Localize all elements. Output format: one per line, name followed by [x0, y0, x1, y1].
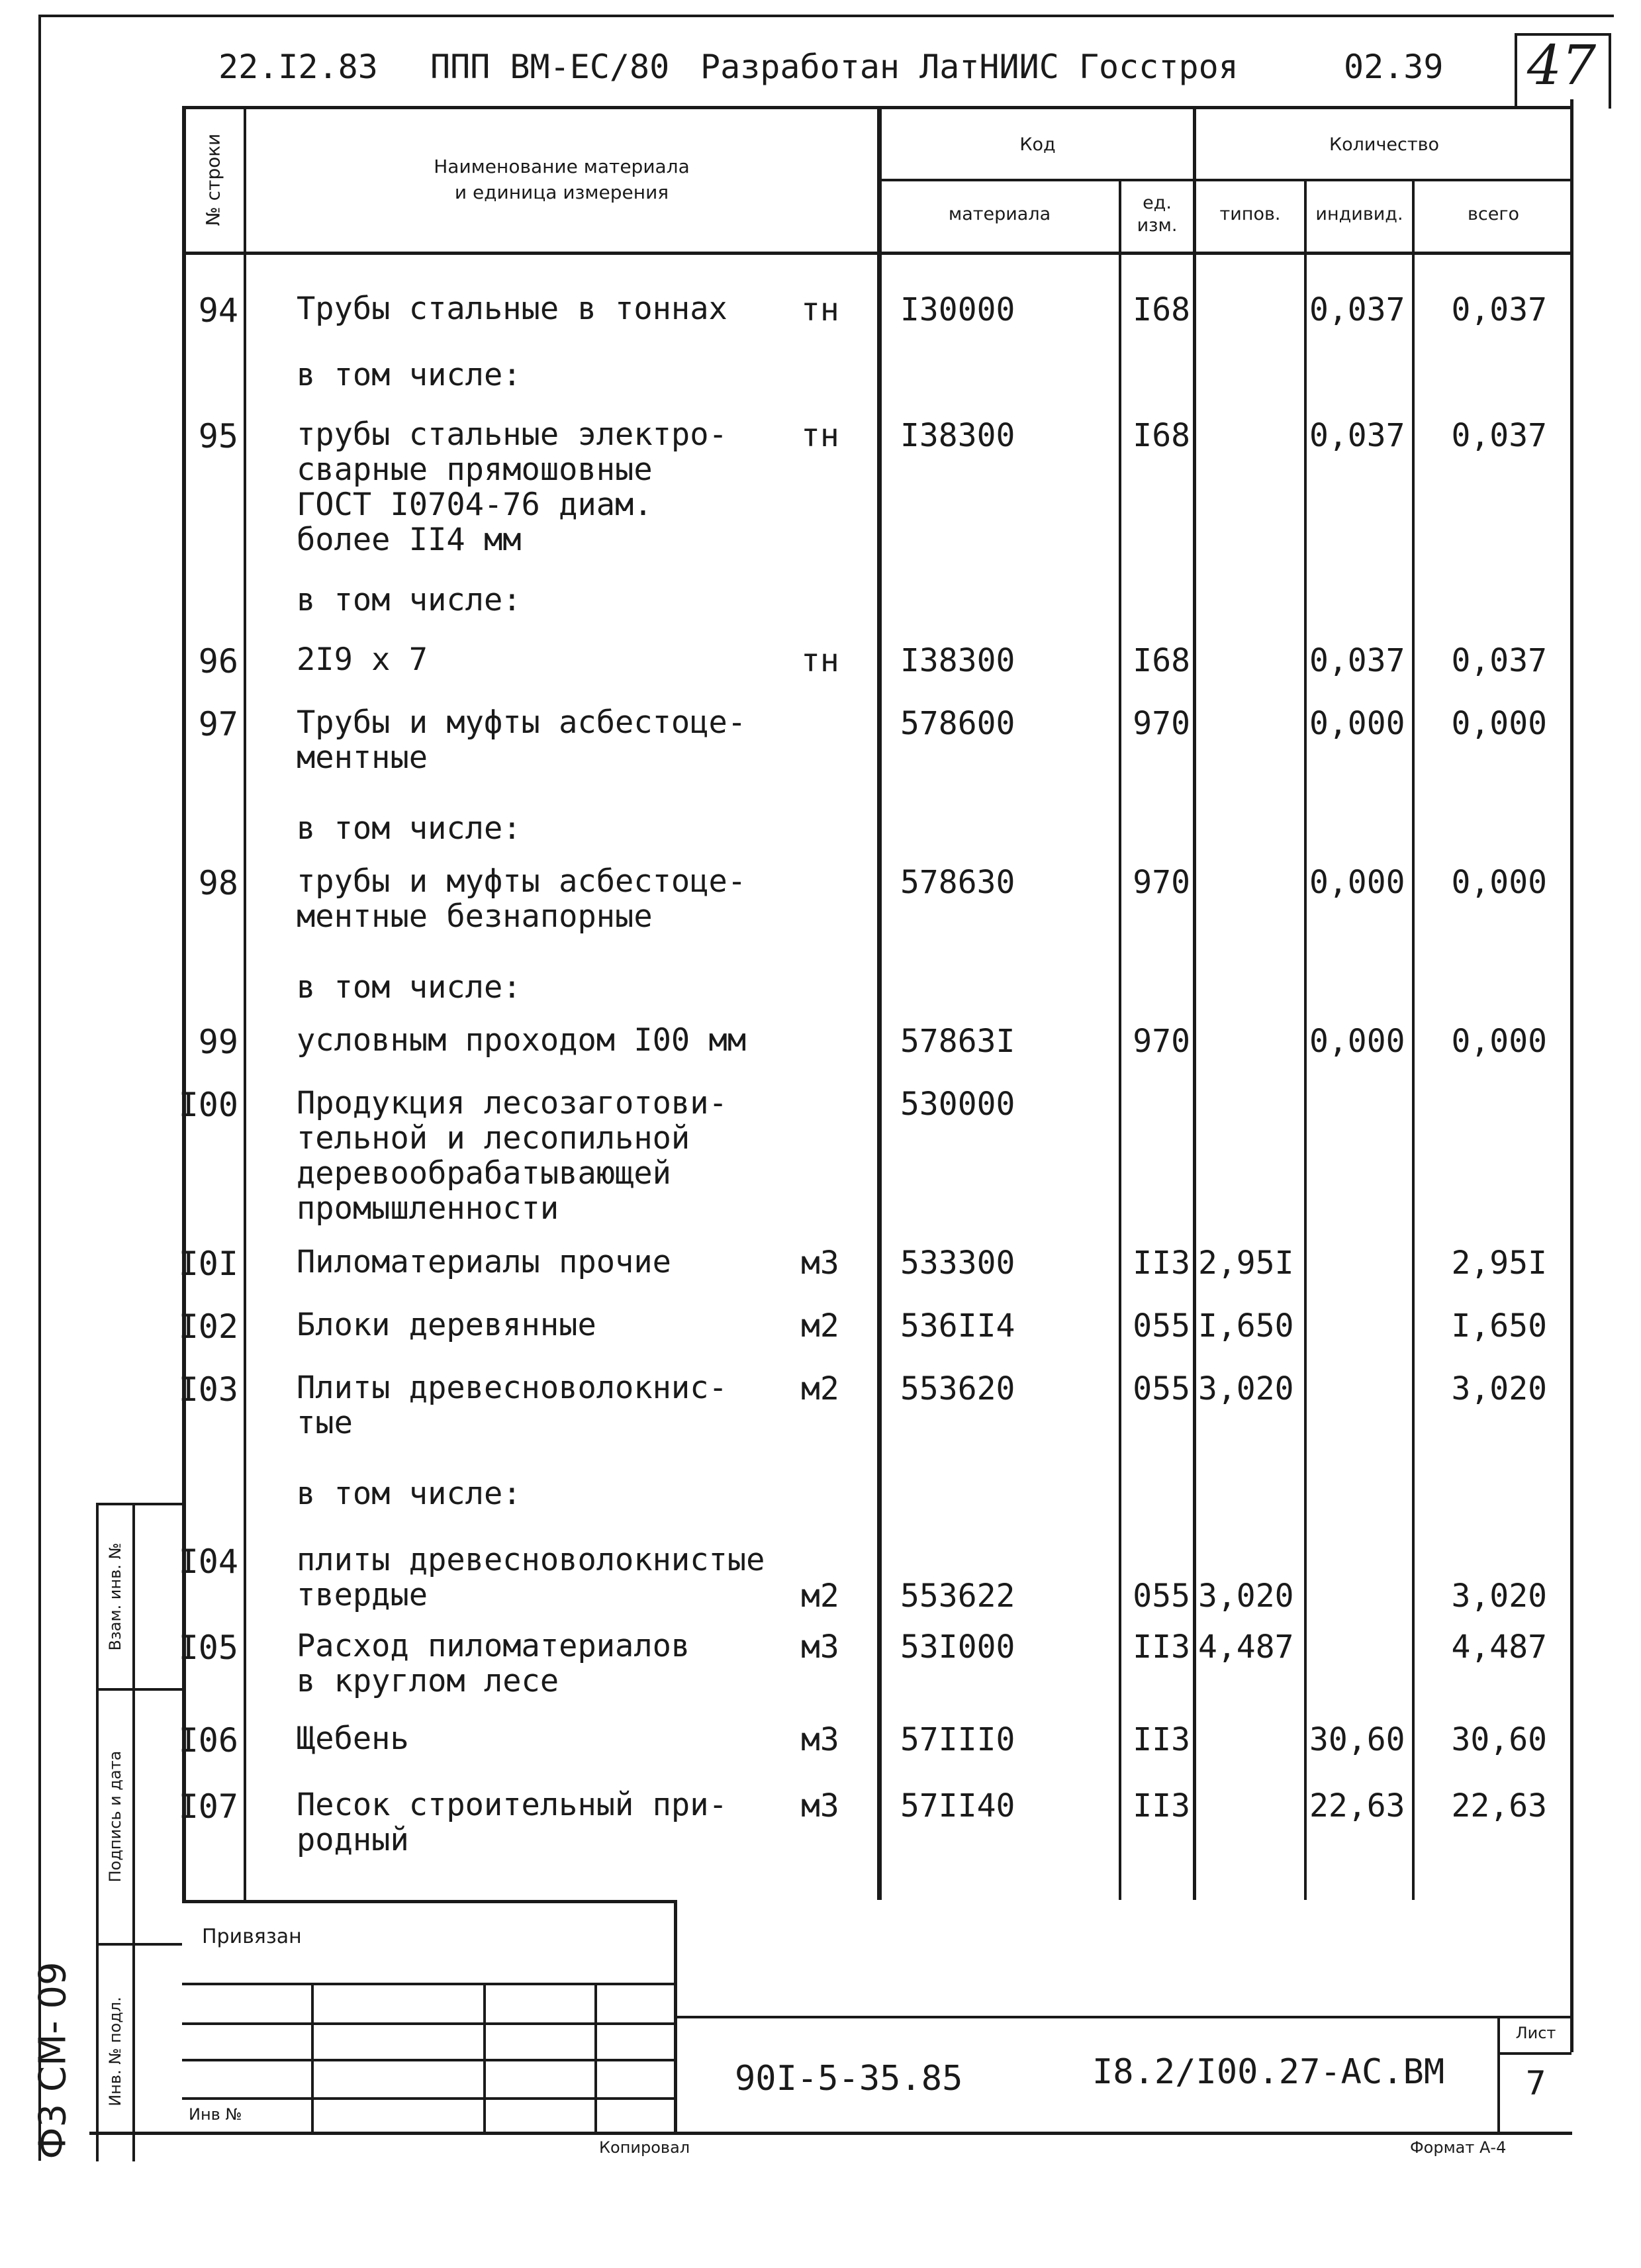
row-qty-individual: 0,037 [1309, 291, 1405, 328]
row-qty-individual: 0,037 [1309, 417, 1405, 454]
row-name-line: плиты древесноволокнистые [297, 1542, 765, 1578]
row-qty-individual: 30,60 [1309, 1721, 1405, 1758]
row-qty-typical: 3,020 [1198, 1578, 1294, 1615]
frame-bottom [89, 2132, 1572, 2135]
head-code-unit-line1: ед. [1143, 193, 1172, 213]
frame-top [38, 15, 1614, 17]
row-name-line: трубы стальные электро- [297, 416, 727, 453]
row-qty-total: 0,037 [1451, 291, 1547, 328]
row-name-line: более II4 мм [297, 522, 522, 558]
frame-right [1570, 99, 1573, 2052]
row-qty-total: 0,000 [1451, 864, 1547, 901]
head-code: Код [1019, 134, 1056, 155]
row-number: I05 [178, 1629, 238, 1667]
row-qty-typical: I,650 [1198, 1307, 1294, 1345]
row-number: I06 [178, 1721, 238, 1760]
row-name-line: тельной и лесопильной [297, 1120, 690, 1157]
row-unit-code: 055 [1133, 1307, 1190, 1345]
side-code: Ф3 СМ- 09 [31, 1961, 75, 2159]
row-unit-code: 970 [1133, 1023, 1190, 1060]
head-rowno: № строки [202, 133, 224, 226]
header-code: 02.39 [1344, 48, 1444, 86]
head-qty-individual: индивид. [1315, 204, 1403, 224]
row-name-line: Плиты древесноволокнис- [297, 1370, 727, 1406]
row-number: I07 [178, 1787, 238, 1826]
subheading-v-tom-chisle: в том числе: [297, 969, 522, 1006]
row-material-code: 533300 [900, 1245, 1015, 1282]
sheet-number: 47 [1526, 34, 1597, 97]
side-box-left [96, 1503, 99, 2161]
col-unit-line [1193, 106, 1196, 1900]
row-qty-typical: 4,487 [1198, 1629, 1294, 1666]
row-qty-typical: 3,020 [1198, 1370, 1294, 1407]
row-name-line: ментные [297, 739, 428, 776]
row-material-code: 53I000 [900, 1629, 1015, 1666]
row-unit-code: 970 [1133, 705, 1190, 742]
row-material-code: 578600 [900, 705, 1015, 742]
row-material-code: 553622 [900, 1578, 1015, 1615]
row-material-code: 553620 [900, 1370, 1015, 1407]
stamp-col-line2 [483, 1983, 486, 2132]
row-unit: м3 [801, 1629, 839, 1666]
row-number: 98 [198, 864, 238, 902]
row-qty-total: 2,95I [1451, 1245, 1547, 1282]
row-name-line: 2I9 x 7 [297, 641, 428, 678]
header-date: 22.I2.83 [218, 48, 378, 86]
stamp-inv-no: Инв № [189, 2105, 242, 2124]
header-developer: Разработан ЛатНИИС Госстроя [700, 48, 1239, 86]
row-name-line: условным проходом I00 мм [297, 1022, 747, 1059]
row-name-line: сварные прямошовные [297, 451, 653, 488]
row-unit: м2 [801, 1370, 839, 1407]
row-material-code: 57III0 [900, 1721, 1015, 1758]
row-unit-code: I68 [1133, 291, 1190, 328]
side-vzam: Взам. инв. № [106, 1542, 124, 1651]
head-name-line1: Наименование материала [434, 156, 690, 177]
row-qty-total: 3,020 [1451, 1578, 1547, 1615]
subheading-v-tom-chisle: в том числе: [297, 810, 522, 847]
head-qty: Количество [1329, 134, 1440, 155]
col-rowno-line [244, 106, 246, 1900]
head-qty-total: всего [1467, 204, 1520, 224]
side-box-div2 [96, 1943, 182, 1946]
row-qty-individual: 0,000 [1309, 705, 1405, 742]
row-unit: м2 [801, 1307, 839, 1345]
stamp-format: Формат А-4 [1410, 2138, 1507, 2157]
row-name-line: ГОСТ I0704-76 диам. [297, 487, 653, 523]
col-name-line [877, 106, 882, 1900]
head-code-unit [1121, 192, 1193, 237]
row-number: I04 [178, 1542, 238, 1581]
row-qty-individual: 0,000 [1309, 864, 1405, 901]
row-unit-code: 970 [1133, 864, 1190, 901]
row-name-line: промышленности [297, 1190, 559, 1227]
row-unit-code: 055 [1133, 1370, 1190, 1407]
row-unit: тн [801, 642, 839, 679]
row-qty-individual: 0,000 [1309, 1023, 1405, 1060]
stamp-doc-code: I8.2/I00.27-АС.ВМ [1092, 2052, 1445, 2092]
title-block-top [674, 2016, 1572, 2018]
frame-left [38, 15, 41, 2161]
row-unit-code: I68 [1133, 417, 1190, 454]
head-bottom-line [182, 252, 1572, 255]
row-number: 95 [198, 417, 238, 455]
row-name-line: Трубы стальные в тоннах [297, 291, 727, 327]
col-typ-line [1304, 179, 1307, 1900]
row-qty-total: 30,60 [1451, 1721, 1547, 1758]
header-project: ППП ВМ-ЕС/80 [430, 48, 670, 86]
row-name-line: Расход пиломатериалов [297, 1628, 690, 1664]
row-unit-code: 055 [1133, 1578, 1190, 1615]
row-number: I02 [178, 1307, 238, 1346]
row-unit-code: II3 [1133, 1721, 1190, 1758]
row-number: I00 [178, 1086, 238, 1124]
stamp-col-line3 [594, 1983, 597, 2132]
row-qty-typical: 2,95I [1198, 1245, 1294, 1282]
stamp-row-line1 [182, 1983, 675, 1985]
subheading-v-tom-chisle: в том числе: [297, 582, 522, 618]
list-box-mid [1497, 2052, 1571, 2055]
head-code-unit-line2: изм. [1137, 214, 1178, 236]
side-box-div1 [96, 1688, 182, 1691]
row-name-line: тые [297, 1405, 353, 1441]
row-qty-total: 4,487 [1451, 1629, 1547, 1666]
stamp-col-line1 [311, 1983, 314, 2132]
row-material-code: 530000 [900, 1086, 1015, 1123]
row-material-code: I30000 [900, 291, 1015, 328]
row-unit: тн [801, 291, 839, 328]
row-qty-total: 0,000 [1451, 705, 1547, 742]
row-name-line: родный [297, 1822, 409, 1858]
row-unit: м3 [801, 1721, 839, 1758]
stamp-row-line3 [182, 2059, 675, 2061]
stamp-row-line4 [182, 2097, 675, 2100]
row-name-line: Пиломатериалы прочие [297, 1244, 671, 1280]
row-name-line: Блоки деревянные [297, 1307, 596, 1343]
row-qty-total: 0,000 [1451, 1023, 1547, 1060]
stamp-top-line [182, 1900, 675, 1903]
stamp-row-line2 [182, 2022, 675, 2025]
subheading-v-tom-chisle: в том числе: [297, 357, 522, 393]
row-name-line: Продукция лесозаготови- [297, 1085, 727, 1121]
row-name-line: Песок строительный при- [297, 1787, 727, 1823]
row-qty-total: I,650 [1451, 1307, 1547, 1345]
row-unit-code: II3 [1133, 1629, 1190, 1666]
head-code-material: материала [948, 204, 1051, 224]
row-name-line: трубы и муфты асбестоце- [297, 863, 747, 900]
row-qty-individual: 22,63 [1309, 1787, 1405, 1824]
stamp-kopiroval: Копировал [599, 2138, 690, 2157]
row-material-code: 57II40 [900, 1787, 1015, 1824]
row-material-code: 57863I [900, 1023, 1015, 1060]
side-box-inner [132, 1503, 135, 2161]
row-number: I0I [178, 1245, 238, 1283]
side-inv-podl: Инв. № подл. [106, 1997, 124, 2106]
stamp-list-number: 7 [1525, 2064, 1546, 2103]
side-box-top [96, 1503, 182, 1505]
row-unit-code: I68 [1133, 642, 1190, 679]
row-qty-total: 3,020 [1451, 1370, 1547, 1407]
row-name-line: деревообрабатывающей [297, 1155, 671, 1192]
row-material-code: 536II4 [900, 1307, 1015, 1345]
row-material-code: I38300 [900, 642, 1015, 679]
row-qty-total: 0,037 [1451, 417, 1547, 454]
row-name-line: твердые [297, 1577, 428, 1613]
row-unit-code: II3 [1133, 1787, 1190, 1824]
row-unit: м3 [801, 1245, 839, 1282]
head-name [246, 154, 877, 205]
row-name-line: в круглом лесе [297, 1663, 559, 1699]
stamp-list-label: Лист [1515, 2024, 1556, 2042]
row-name-line: Трубы и муфты асбестоце- [297, 704, 747, 741]
row-number: 99 [198, 1023, 238, 1061]
subheading-v-tom-chisle: в том числе: [297, 1476, 522, 1512]
row-qty-total: 0,037 [1451, 642, 1547, 679]
row-unit: м3 [801, 1787, 839, 1824]
row-number: 96 [198, 642, 238, 681]
row-number: I03 [178, 1370, 238, 1409]
head-qty-typical: типов. [1219, 204, 1281, 224]
row-qty-total: 22,63 [1451, 1787, 1547, 1824]
row-number: 97 [198, 705, 238, 743]
head-name-line2: и единица измерения [454, 181, 669, 204]
side-podpis: Подпись и дата [106, 1750, 124, 1883]
row-unit: м2 [801, 1578, 839, 1615]
row-name-line: ментные безнапорные [297, 898, 653, 935]
row-name-line: Щебень [297, 1721, 409, 1757]
head-mid-line [877, 179, 1572, 181]
row-unit-code: II3 [1133, 1245, 1190, 1282]
stamp-doc-number: 90I-5-35.85 [735, 2059, 963, 2099]
row-material-code: I38300 [900, 417, 1015, 454]
row-number: 94 [198, 291, 238, 330]
row-material-code: 578630 [900, 864, 1015, 901]
row-qty-individual: 0,037 [1309, 642, 1405, 679]
row-unit: тн [801, 417, 839, 454]
stamp-privyazan: Привязан [202, 1925, 302, 1948]
